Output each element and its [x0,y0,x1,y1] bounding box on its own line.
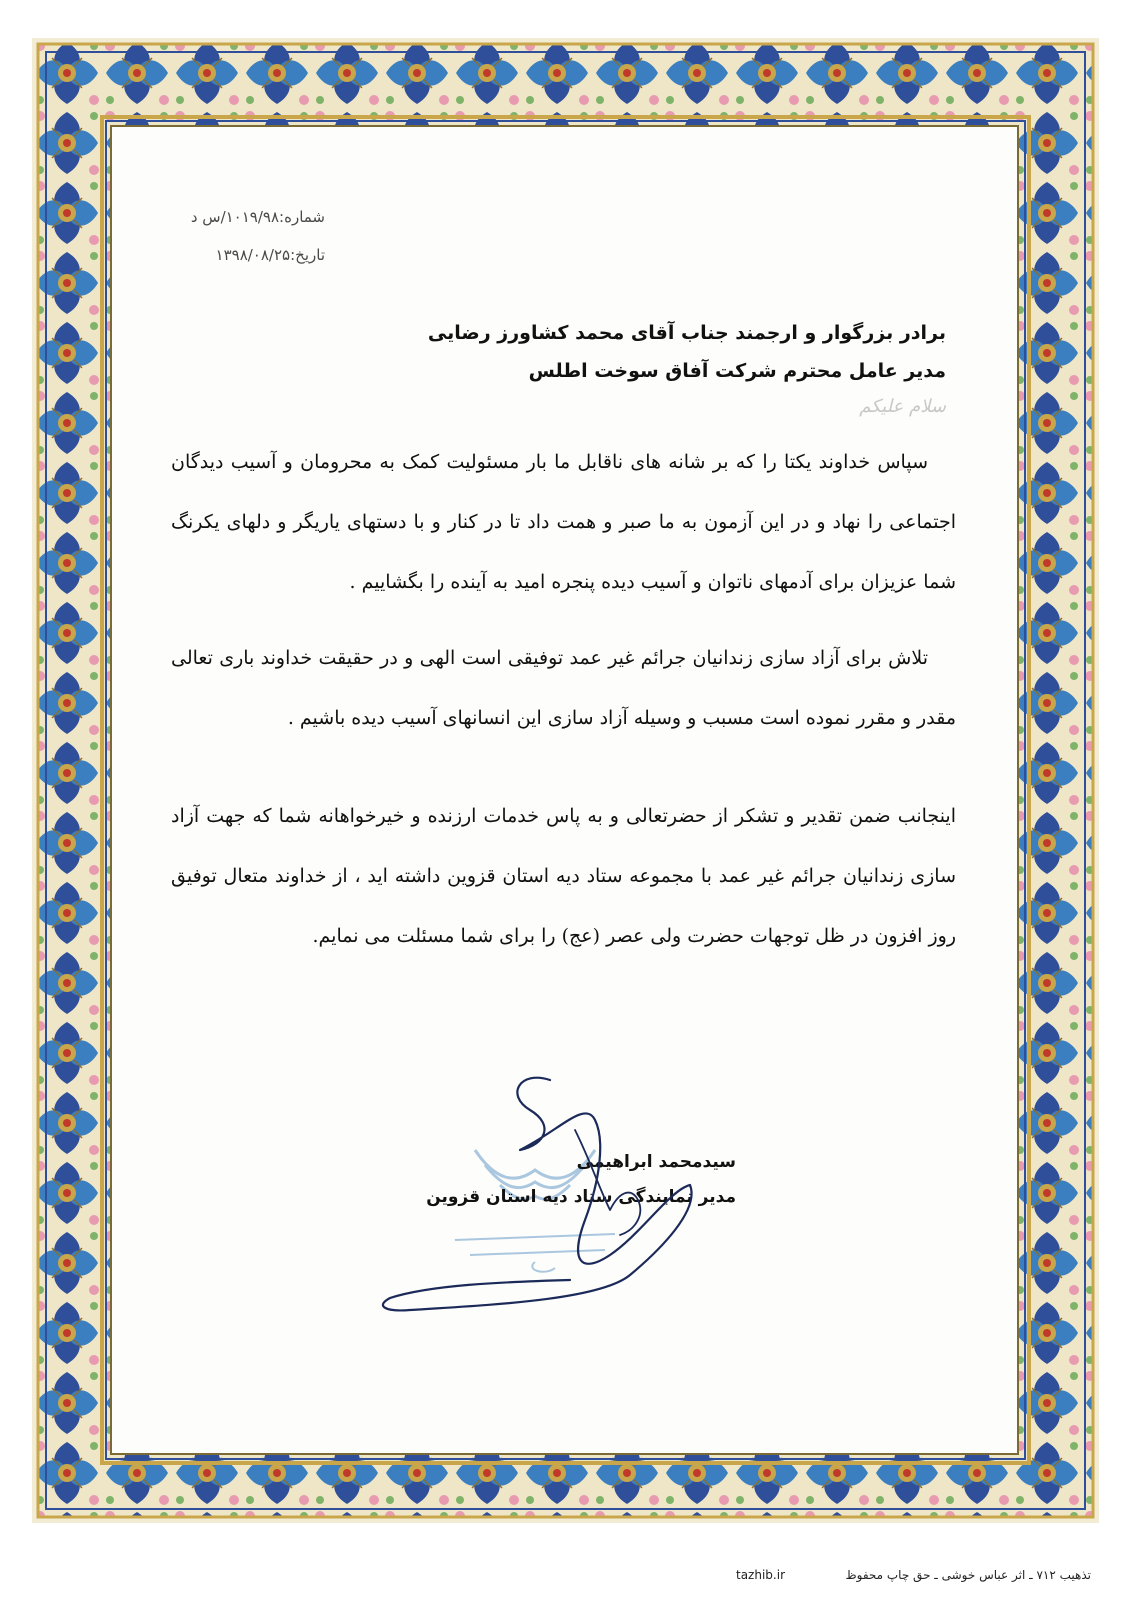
signatory-title: مدیر نمایندگی ستاد دیه استان قزوین [426,1187,736,1207]
letter-date: تاریخ:۱۳۹۸/۰۸/۲۵ [215,246,325,264]
handwritten-signature [370,1070,730,1330]
letter-number: شماره:۱۰۱۹/۹۸/س د [190,208,325,226]
body-paragraph-1: سپاس خداوند یکتا را که بر شانه های ناقابل ما بار مسئولیت کمک به محرومان و آسیب دیدگان اجتماعی را نهاد و در این آزمون به ما صبر و همت داد تا در کنار و با دستهای یاریگر و دلهای یکرنگ شما عزیزان برای آدمهای ناتوان و آسیب دیده پنجره امید به آینده را بگشاییم . [171,451,956,593]
salutation: سلام علیکم [859,396,946,417]
footer-site: tazhib.ir [736,1568,785,1582]
recipient-line: برادر بزرگوار و ارجمند جناب آقای محمد کشاورز رضایی [427,322,946,344]
body-paragraph-3: اینجانب ضمن تقدیر و تشکر از حضرتعالی و به پاس خدمات ارزنده و خیرخواهانه شما که جهت آزاد سازی زندانیان جرائم غیر عمد با مجموعه ستاد دیه استان قزوین داشته اید ، از خداوند متعال توفیق روز افزون در ظل توجهات حضرت ولی عصر (عج) را برای شما مسئلت می نمایم. [171,805,956,947]
footer-credit: تذهیب ۷۱۲ ـ اثر عباس خوشی ـ حق چاپ محفوظ [845,1568,1091,1582]
body-paragraph-2: تلاش برای آزاد سازی زندانیان جرائم غیر عمد توفیقی است الهی و در حقیقت خداوند باری تعالی مقدر و مقرر نموده است مسبب و وسیله آزاد سازی این انسانهای آسیب دیده باشیم . [171,647,956,729]
signatory-name: سیدمحمد ابراهیمی [576,1152,736,1172]
recipient-position: مدیر عامل محترم شرکت آفاق سوخت اطلس [528,360,946,382]
